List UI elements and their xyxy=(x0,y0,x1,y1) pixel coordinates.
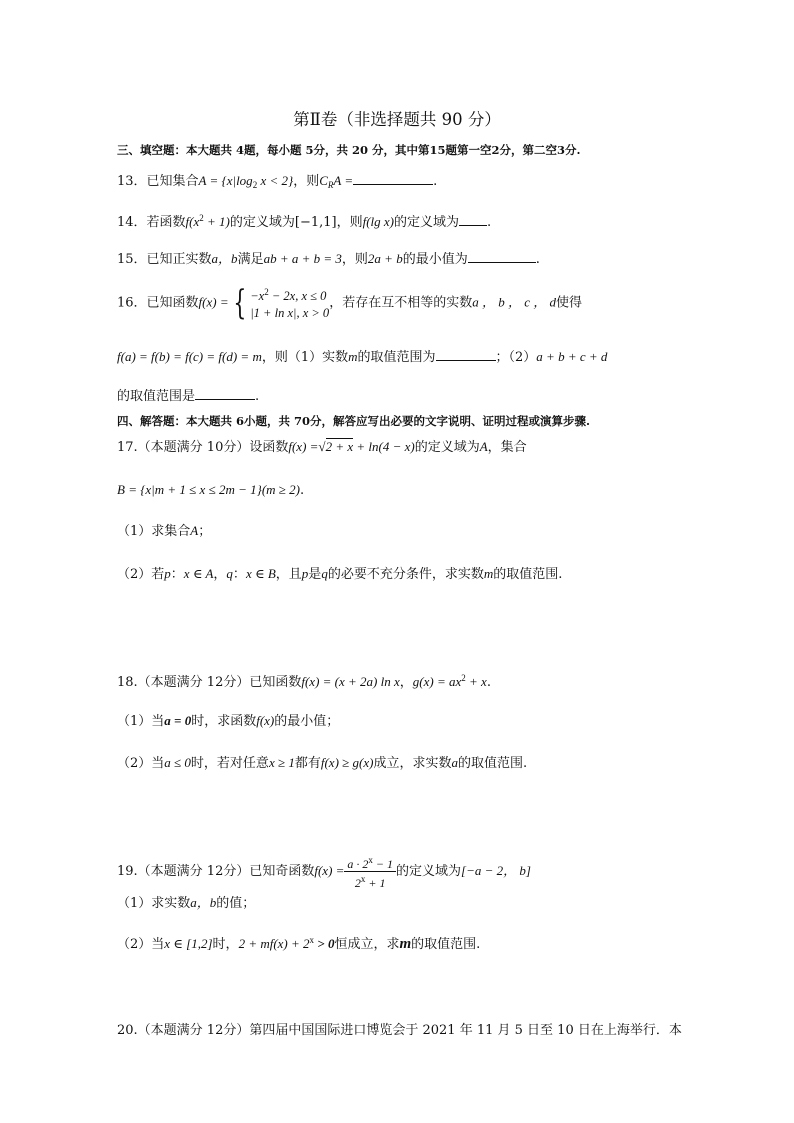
q16-piecewise xyxy=(250,284,329,322)
q18-p1-cond: a = 0 xyxy=(164,713,192,728)
q17-A: A xyxy=(479,439,488,454)
q15-mid2: ，则 xyxy=(341,252,368,267)
q19-den: 2 xyxy=(354,876,361,890)
q17-p1-A: A xyxy=(190,523,199,538)
q13-answer-blank[interactable] xyxy=(353,170,433,185)
q17-p1-end: ； xyxy=(198,524,212,539)
q15-prefix: 15．已知正实数 xyxy=(117,252,212,267)
q19-p2-f: 恒成立，求 xyxy=(334,937,400,952)
q17-p2-q: q xyxy=(226,566,233,581)
q13-end: . xyxy=(433,174,438,189)
q16-equalities: f(a) = f(b) = f(c) = f(d) = m xyxy=(117,349,262,364)
q16-m: m xyxy=(348,349,358,364)
q16-vars: a ， b ， c ， d xyxy=(472,294,556,310)
q15-end: 的最小值为 xyxy=(402,252,468,267)
q14-mid: 的定义域为[−1,1]，则 xyxy=(229,215,363,230)
q16-end: 使得 xyxy=(555,295,582,311)
q16-dot: . xyxy=(255,389,260,404)
q15-equation: ab + a + b = 3 xyxy=(263,251,342,266)
q18-p2-g: 成立，求实数 xyxy=(373,756,452,771)
q19-p2-end: 的取值范围. xyxy=(411,937,481,952)
q19-num: a · 2 xyxy=(347,857,369,871)
question-17-part-2 xyxy=(117,565,562,584)
q16-brace: { xyxy=(232,283,246,323)
q17-p2-q2: q xyxy=(321,566,328,581)
q13-complement: C xyxy=(319,173,328,188)
q19-p2-gt: > 0 xyxy=(314,936,335,951)
question-19-part-1 xyxy=(117,894,255,913)
q18-p1-a: （1）当 xyxy=(117,714,165,729)
q18-p2-e: 都有 xyxy=(294,756,321,771)
q16-answer-blank-1[interactable] xyxy=(436,346,496,361)
q19-fraction xyxy=(344,853,396,890)
q19-p1-a: （1）求实数 xyxy=(117,896,191,911)
q18-dot: . xyxy=(486,675,491,690)
question-18 xyxy=(117,669,491,692)
q17-p2-xA: x ∈ A xyxy=(183,566,214,581)
q14-func: f(x xyxy=(185,214,200,229)
q15-dot: . xyxy=(535,252,540,267)
q13-mid: ，则 xyxy=(293,174,320,189)
q17-p2-end: 的取值范围. xyxy=(493,567,563,582)
q17-p2-comma: ， xyxy=(213,567,227,582)
q19-fx: f(x) = xyxy=(314,863,345,878)
question-14 xyxy=(117,209,491,232)
q19-mid: 的定义域为 xyxy=(396,864,462,879)
q19-p2-exp: x xyxy=(309,935,315,945)
q14-end: 的定义域为 xyxy=(394,215,460,230)
q18-g-exp: 2 xyxy=(461,673,466,683)
q17-p2-is: 是 xyxy=(308,567,322,582)
q17-fx: f(x) = xyxy=(288,439,319,454)
q17-p2-p: p xyxy=(164,566,171,581)
q16-fx: f(x) = xyxy=(198,294,229,310)
question-16 xyxy=(117,284,582,322)
q16-part2-label: ；（2） xyxy=(495,350,537,365)
q17-end: ，集合 xyxy=(487,440,527,455)
q13-condition: x < 2} xyxy=(257,173,294,188)
q19-num-exp: x xyxy=(368,855,373,865)
q19-num-rest: − 1 xyxy=(372,857,394,871)
q19-den-exp: x xyxy=(360,874,366,884)
q18-p2-cond: a ≤ 0 xyxy=(164,755,191,770)
q18-p2-x: x ≥ 1 xyxy=(268,755,295,770)
page-title: 第Ⅱ卷（非选择题共 90 分） xyxy=(293,110,501,129)
question-19-part-2 xyxy=(117,931,480,954)
q15-answer-blank[interactable] xyxy=(468,248,536,263)
q17-p2-a: （2）若 xyxy=(117,567,165,582)
question-18-part-1 xyxy=(117,712,339,731)
section-3-heading: 三、填空题：本大题共 4题，每小题 5分，共 20 分，其中第15题第一空2分，第二空3分. xyxy=(117,143,581,157)
q19-p2-m: m xyxy=(399,936,412,952)
q17-set-B: B = {x|m + 1 ≤ x ≤ 2m − 1}(m ≥ 2) xyxy=(117,482,300,497)
question-17-part-1 xyxy=(117,522,211,541)
question-16-line-3 xyxy=(117,385,259,406)
q19-domain: [−a − 2， b] xyxy=(461,863,531,878)
q18-p1-c: 时，求函数 xyxy=(191,714,257,729)
q13-complement-set: A = xyxy=(333,173,354,188)
q18-g: g(x) = ax xyxy=(412,674,462,689)
q16-part1-label: ，则（1）实数 xyxy=(261,350,349,365)
q17-sqrt: 2 + x xyxy=(325,439,354,454)
question-15 xyxy=(117,248,540,269)
q17-prefix: 17.（本题满分 10分）设函数 xyxy=(117,440,289,455)
q13-log-base: 2 xyxy=(252,180,258,190)
q18-p2-c: 时，若对任意 xyxy=(190,756,269,771)
q18-p2-ineq: f(x) ≥ g(x) xyxy=(320,755,374,770)
q14-func2: f(lg x) xyxy=(362,214,394,229)
q19-p2-c: 时， xyxy=(212,937,239,952)
question-20: 20.（本题满分 12分）第四届中国国际进口博览会于 2021 年 11 月 5 日至 10 日在上海举行．本 xyxy=(117,1023,682,1038)
q18-mid: ， xyxy=(399,675,413,690)
q18-f: f(x) = (x + 2a) ln x xyxy=(301,674,400,689)
question-18-part-2 xyxy=(117,754,527,773)
q17-p1-text: （1）求集合 xyxy=(117,524,191,539)
question-17-line-2 xyxy=(117,481,304,500)
question-19 xyxy=(117,853,531,890)
question-13 xyxy=(117,170,437,194)
q19-p1-end: 的值； xyxy=(216,896,256,911)
q17-dot: . xyxy=(300,483,305,498)
q19-p2-x: x ∈ [1,2] xyxy=(164,936,213,951)
q16-mid: ，若存在互不相等的实数 xyxy=(329,295,473,311)
q19-p2-expr: 2 + mf(x) + 2 xyxy=(238,936,310,951)
q19-den-rest: + 1 xyxy=(365,876,386,890)
q18-prefix: 18.（本题满分 12分）已知函数 xyxy=(117,675,302,690)
section-4-heading: 四、解答题：本大题共 6小题，共 70分，解答应写出必要的文字说明、证明过程或演算步骤. xyxy=(117,414,591,428)
q18-p1-fx: f(x) xyxy=(256,713,275,728)
q17-ln: + ln(4 − x) xyxy=(353,439,415,454)
q14-func-rest: + 1) xyxy=(203,214,230,229)
q16-part1-text: 的取值范围为 xyxy=(357,350,436,365)
q17-mid: 的定义域为 xyxy=(414,440,480,455)
q18-g-rest: + x xyxy=(465,674,487,689)
q17-p2-p2: p xyxy=(301,566,309,581)
question-16-line-2 xyxy=(117,346,607,367)
q14-exp: 2 xyxy=(199,213,204,223)
q15-vars: a，b xyxy=(211,251,238,266)
q18-p1-end: 的最小值； xyxy=(274,714,340,729)
q16-piece2: |1 + ln x|, x > 0 xyxy=(250,306,330,320)
q17-p2-and: ，且 xyxy=(275,567,302,582)
question-17: 17.（本题满分 10分）设函数f(x) =√2 + x + ln(4 − x)的定义域为A，集合 xyxy=(117,439,527,455)
q16-piece1-rest: − 2x, x ≤ 0 xyxy=(268,289,327,303)
q13-prefix: 13．已知集合 xyxy=(117,174,199,189)
q17-p2-m: m xyxy=(483,566,494,581)
q14-answer-blank[interactable] xyxy=(459,211,487,226)
q13-complement-sub: R xyxy=(327,180,334,190)
q15-mid: 满足 xyxy=(237,252,264,267)
q16-sum: a + b + c + d xyxy=(536,349,608,364)
q17-p2-cond: 的必要不充分条件，求实数 xyxy=(327,567,484,582)
q17-p2-xB: x ∈ B xyxy=(245,566,276,581)
q18-p2-a-var: a xyxy=(451,755,458,770)
q19-prefix: 19.（本题满分 12分）已知奇函数 xyxy=(117,864,315,879)
q16-part2-text: 的取值范围是 xyxy=(117,389,196,404)
q16-piece1-exp: 2 xyxy=(264,287,269,297)
q16-answer-blank-2[interactable] xyxy=(195,385,255,400)
q16-prefix: 16．已知函数 xyxy=(117,295,199,311)
q13-set: A = {x|log xyxy=(198,173,253,188)
q19-p2-a: （2）当 xyxy=(117,937,165,952)
q17-p2-colon2: ： xyxy=(232,567,246,582)
q14-prefix: 14．若函数 xyxy=(117,215,186,230)
q14-dot: . xyxy=(487,215,492,230)
q17-p2-colon: ： xyxy=(170,567,184,582)
q16-piece1: −x xyxy=(250,289,265,303)
q15-expr: 2a + b xyxy=(367,251,403,266)
q18-p2-end: 的取值范围. xyxy=(457,756,528,771)
q18-p2-a: （2）当 xyxy=(117,756,165,771)
q19-p1-vars: a，b xyxy=(190,895,217,910)
